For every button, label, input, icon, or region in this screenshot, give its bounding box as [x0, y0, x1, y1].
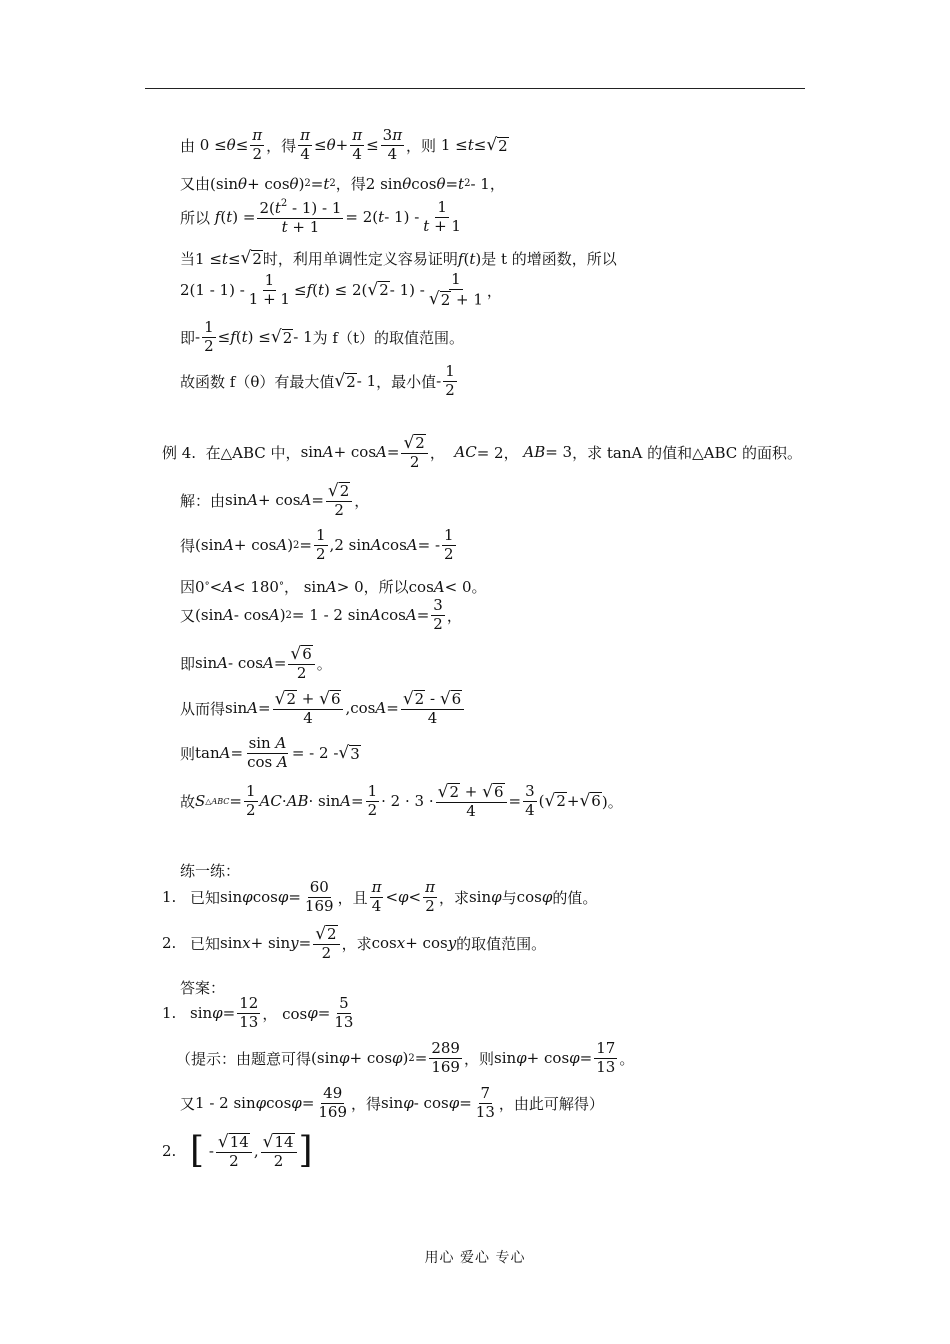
- page-footer: 用心 爱心 专心: [424, 1250, 526, 1266]
- solution-line-5: 2(1 - 1) - $\frac{1}{1 + 1}$ ≤ f ( t ) ≤ 2( √ 2 - 1) - 1 √ 2 + 1 ，: [180, 270, 502, 310]
- solution-line-4: 当 1 ≤ t ≤ √ 2 时，利用单调性定义容易证明 f ( t ) 是 t 的增函数，所以: [180, 248, 617, 269]
- answer-1-hint-1: （提示：由题意可得 (sin φ + cos φ ) 2 = $\frac{289}{169}$ ，则 sin φ + cos φ = $\frac{17}{13}$ 。: [176, 1039, 635, 1076]
- example-4-line-7: 则 tan A = $\frac{\text{sin A}}{\text{cos A}}$ = - 2 - √ 3: [180, 734, 360, 771]
- example-4-line-6: 从而得 sin A = √ 2 + √ 6 4 ,cos A = √ 2 - √ 6 4: [180, 690, 466, 726]
- solution-line-6: 即 - $\frac{1}{2}$ ≤ f ( t ) ≤ √ 2 - 1 为 f（t）的取值范围。: [180, 318, 465, 355]
- answer-1: 1. sin φ = $\frac{12}{13}$ ， cos φ = $\frac{5}{13}$: [162, 994, 354, 1031]
- header-rule: [145, 88, 805, 89]
- example-4-statement: 例 4. 在△ABC 中， sin A + cos A = √ 2 2 ， AC = 2， AB = 3 ，求 tanA 的值和△ABC 的面积。: [162, 432, 803, 471]
- practice-question-1: 1. 已知 sin φ cos φ = $\frac{60}{169}$ ，且 $\frac{\pi}{4}$ < φ < $\frac{\pi}{2}$ ，求 sin φ 与 cos φ 的值。: [162, 878, 598, 915]
- example-4-line-1: 解：由 sin A + cos A = √ 2 2 ，: [180, 480, 370, 519]
- example-4-line-4: 又 (sin A - cos A ) 2 = 1 - 2 sin A cos A = $\frac{3}{2}$ ，: [180, 596, 462, 633]
- example-4-line-8: 故 S △ABC = $\frac{1}{2}$ AC · AB · sin A = $\frac{1}{2}$ · 2 · 3 · √ 2 + √ 6 4 = $\frac{3}{4}$ ( √ 2 + √ 6 )。: [180, 781, 623, 820]
- practice-question-2: 2. 已知 sin x + sin y = √ 2 2 ，求 cos x + cos y 的取值范围。: [162, 923, 547, 962]
- example-4-line-5: 即 sin A - cos A = √ 6 2 。: [180, 643, 332, 682]
- answers-title: 答案：: [180, 979, 226, 997]
- example-4-line-2: 得 (sin A + cos A ) 2 = $\frac{1}{2}$ ,2 sin A cos A = - $\frac{1}{2}$: [180, 526, 454, 563]
- solution-line-7: 故函数 f（θ）有最大值 √ 2 - 1 ，最小值 - $\frac{1}{2}$: [180, 362, 455, 399]
- practice-title: 练一练：: [180, 862, 241, 880]
- example-4-line-3: 因 0 ° < A < 180 ° ， sin A > 0 ，所以 cos A < 0。: [180, 577, 487, 596]
- answer-2: 2. [ - √ 14 2 , √ 14 2 ]: [162, 1130, 313, 1172]
- solution-line-3: 所以 f ( t ) = $\frac{2(t^2 - 1) - 1}{t + 1}$ = 2( t - 1) - $\frac{1}{t + 1}$: [180, 198, 461, 236]
- answer-1-hint-2: 又 1 - 2 sin φ cos φ = $\frac{49}{169}$ ，得 sin φ - cos φ = $\frac{7}{13}$ ，由此可解得）: [180, 1084, 604, 1121]
- solution-line-2: 又由 (sin θ + cos θ ) 2 = t 2 ，得 2 sin θ cos θ = t 2 - 1，: [180, 174, 505, 193]
- solution-line-1: 由 0 ≤ θ ≤ $\frac{\pi}{2}$ ，得 $\frac{\pi}{4}$ ≤ θ + $\frac{\pi}{4}$ ≤ $\frac{3\pi}{4}$ ，则 1 ≤ t ≤ √ 2: [180, 126, 508, 163]
